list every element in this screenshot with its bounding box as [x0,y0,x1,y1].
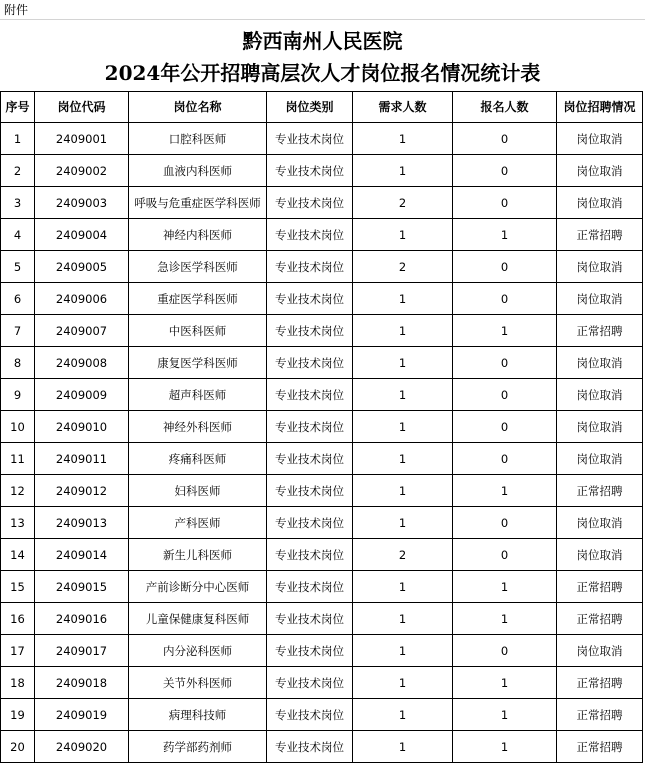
table-row [1,603,643,635]
cell-demand: 2 [353,539,453,571]
cell-category: 专业技术岗位 [267,251,353,283]
cell-no: 18 [1,667,35,699]
cell-status: 正常招聘 [557,571,643,603]
cell-applicants: 0 [453,507,557,539]
cell-demand: 1 [353,571,453,603]
cell-status: 岗位取消 [557,187,643,219]
table-row [1,699,643,731]
cell-category: 专业技术岗位 [267,123,353,155]
cell-category: 专业技术岗位 [267,667,353,699]
cell-position-name: 神经内科医师 [129,219,267,251]
cell-status: 岗位取消 [557,347,643,379]
cell-status: 岗位取消 [557,155,643,187]
cell-category: 专业技术岗位 [267,507,353,539]
cell-applicants: 1 [453,475,557,507]
cell-status: 正常招聘 [557,315,643,347]
cell-category: 专业技术岗位 [267,699,353,731]
cell-no: 20 [1,731,35,763]
cell-code: 2409011 [35,443,129,475]
cell-position-name: 产前诊断分中心医师 [129,571,267,603]
column-header-demand: 需求人数 [353,92,453,123]
cell-demand: 1 [353,475,453,507]
divider [0,19,645,20]
page-title-table: 2024年公开招聘高层次人才岗位报名情况统计表 [104,61,541,85]
cell-category: 专业技术岗位 [267,283,353,315]
table-row [1,187,643,219]
cell-demand: 1 [353,411,453,443]
cell-demand: 1 [353,155,453,187]
cell-no: 11 [1,443,35,475]
cell-demand: 1 [353,379,453,411]
cell-demand: 1 [353,347,453,379]
cell-status: 正常招聘 [557,699,643,731]
cell-demand: 1 [353,603,453,635]
cell-position-name: 重症医学科医师 [129,283,267,315]
cell-category: 专业技术岗位 [267,475,353,507]
table-row [1,411,643,443]
table-row [1,539,643,571]
cell-applicants: 0 [453,283,557,315]
cell-status: 正常招聘 [557,603,643,635]
cell-position-name: 儿童保健康复科医师 [129,603,267,635]
cell-demand: 1 [353,315,453,347]
column-header-applicants: 报名人数 [453,92,557,123]
cell-code: 2409006 [35,283,129,315]
table-row [1,155,643,187]
cell-demand: 2 [353,251,453,283]
cell-applicants: 0 [453,539,557,571]
cell-applicants: 0 [453,347,557,379]
cell-category: 专业技术岗位 [267,731,353,763]
cell-category: 专业技术岗位 [267,379,353,411]
cell-no: 16 [1,603,35,635]
cell-applicants: 0 [453,187,557,219]
cell-demand: 2 [353,187,453,219]
cell-status: 岗位取消 [557,251,643,283]
cell-no: 10 [1,411,35,443]
cell-category: 专业技术岗位 [267,187,353,219]
column-header-category: 岗位类别 [267,92,353,123]
cell-demand: 1 [353,123,453,155]
column-header-name: 岗位名称 [129,92,267,123]
cell-demand: 1 [353,667,453,699]
cell-demand: 1 [353,507,453,539]
cell-category: 专业技术岗位 [267,603,353,635]
cell-no: 4 [1,219,35,251]
cell-demand: 1 [353,635,453,667]
cell-position-name: 超声科医师 [129,379,267,411]
cell-status: 岗位取消 [557,123,643,155]
column-header-status: 岗位招聘情况 [557,92,643,123]
cell-no: 13 [1,507,35,539]
table-body [1,123,643,763]
cell-no: 19 [1,699,35,731]
cell-applicants: 0 [453,443,557,475]
cell-code: 2409002 [35,155,129,187]
cell-no: 3 [1,187,35,219]
cell-code: 2409014 [35,539,129,571]
cell-category: 专业技术岗位 [267,571,353,603]
table-row [1,219,643,251]
cell-code: 2409020 [35,731,129,763]
cell-no: 12 [1,475,35,507]
cell-category: 专业技术岗位 [267,219,353,251]
cell-position-name: 产科医师 [129,507,267,539]
column-header-no: 序号 [1,92,35,123]
table-row [1,443,643,475]
column-header-code: 岗位代码 [35,92,129,123]
table-row [1,283,643,315]
page-title-hospital: 黔西南州人民医院 [242,29,403,53]
cell-no: 8 [1,347,35,379]
table-row [1,347,643,379]
cell-position-name: 急诊医学科医师 [129,251,267,283]
cell-category: 专业技术岗位 [267,155,353,187]
cell-status: 岗位取消 [557,507,643,539]
cell-applicants: 0 [453,379,557,411]
cell-no: 14 [1,539,35,571]
cell-code: 2409018 [35,667,129,699]
cell-position-name: 疼痛科医师 [129,443,267,475]
cell-applicants: 1 [453,603,557,635]
cell-no: 9 [1,379,35,411]
cell-code: 2409019 [35,699,129,731]
cell-status: 岗位取消 [557,635,643,667]
cell-no: 7 [1,315,35,347]
cell-position-name: 新生儿科医师 [129,539,267,571]
cell-status: 正常招聘 [557,475,643,507]
table-row [1,123,643,155]
table-row [1,507,643,539]
cell-no: 2 [1,155,35,187]
cell-code: 2409009 [35,379,129,411]
cell-position-name: 血液内科医师 [129,155,267,187]
cell-status: 岗位取消 [557,411,643,443]
cell-status: 岗位取消 [557,539,643,571]
cell-applicants: 0 [453,251,557,283]
cell-category: 专业技术岗位 [267,411,353,443]
cell-position-name: 病理科技师 [129,699,267,731]
cell-position-name: 呼吸与危重症医学科医师 [129,187,267,219]
cell-applicants: 1 [453,667,557,699]
cell-status: 正常招聘 [557,219,643,251]
cell-code: 2409007 [35,315,129,347]
cell-code: 2409016 [35,603,129,635]
table-row [1,635,643,667]
cell-category: 专业技术岗位 [267,635,353,667]
cell-position-name: 中医科医师 [129,315,267,347]
cell-applicants: 0 [453,123,557,155]
cell-position-name: 口腔科医师 [129,123,267,155]
cell-code: 2409005 [35,251,129,283]
cell-no: 1 [1,123,35,155]
cell-position-name: 神经外科医师 [129,411,267,443]
table-row [1,315,643,347]
table-header-row [1,92,643,123]
cell-demand: 1 [353,443,453,475]
cell-code: 2409013 [35,507,129,539]
cell-code: 2409012 [35,475,129,507]
cell-applicants: 0 [453,635,557,667]
cell-category: 专业技术岗位 [267,443,353,475]
cell-status: 正常招聘 [557,731,643,763]
cell-code: 2409004 [35,219,129,251]
cell-category: 专业技术岗位 [267,315,353,347]
cell-code: 2409015 [35,571,129,603]
cell-code: 2409001 [35,123,129,155]
cell-no: 5 [1,251,35,283]
table-row [1,667,643,699]
cell-no: 6 [1,283,35,315]
table-row [1,475,643,507]
cell-applicants: 1 [453,571,557,603]
cell-no: 15 [1,571,35,603]
cell-code: 2409008 [35,347,129,379]
table-row [1,251,643,283]
cell-demand: 1 [353,731,453,763]
cell-position-name: 康复医学科医师 [129,347,267,379]
cell-category: 专业技术岗位 [267,347,353,379]
cell-no: 17 [1,635,35,667]
cell-position-name: 内分泌科医师 [129,635,267,667]
table-row [1,731,643,763]
cell-status: 岗位取消 [557,379,643,411]
cell-applicants: 0 [453,155,557,187]
cell-applicants: 1 [453,315,557,347]
cell-status: 岗位取消 [557,283,643,315]
attachment-label: 附件 [4,3,29,17]
cell-demand: 1 [353,219,453,251]
cell-applicants: 1 [453,731,557,763]
cell-position-name: 药学部药剂师 [129,731,267,763]
cell-position-name: 关节外科医师 [129,667,267,699]
cell-applicants: 1 [453,699,557,731]
table-row [1,379,643,411]
cell-demand: 1 [353,699,453,731]
table-row [1,571,643,603]
cell-demand: 1 [353,283,453,315]
recruitment-table [0,91,643,763]
cell-status: 岗位取消 [557,443,643,475]
cell-code: 2409010 [35,411,129,443]
cell-code: 2409017 [35,635,129,667]
cell-position-name: 妇科医师 [129,475,267,507]
cell-status: 正常招聘 [557,667,643,699]
cell-code: 2409003 [35,187,129,219]
cell-category: 专业技术岗位 [267,539,353,571]
cell-applicants: 0 [453,411,557,443]
cell-applicants: 1 [453,219,557,251]
